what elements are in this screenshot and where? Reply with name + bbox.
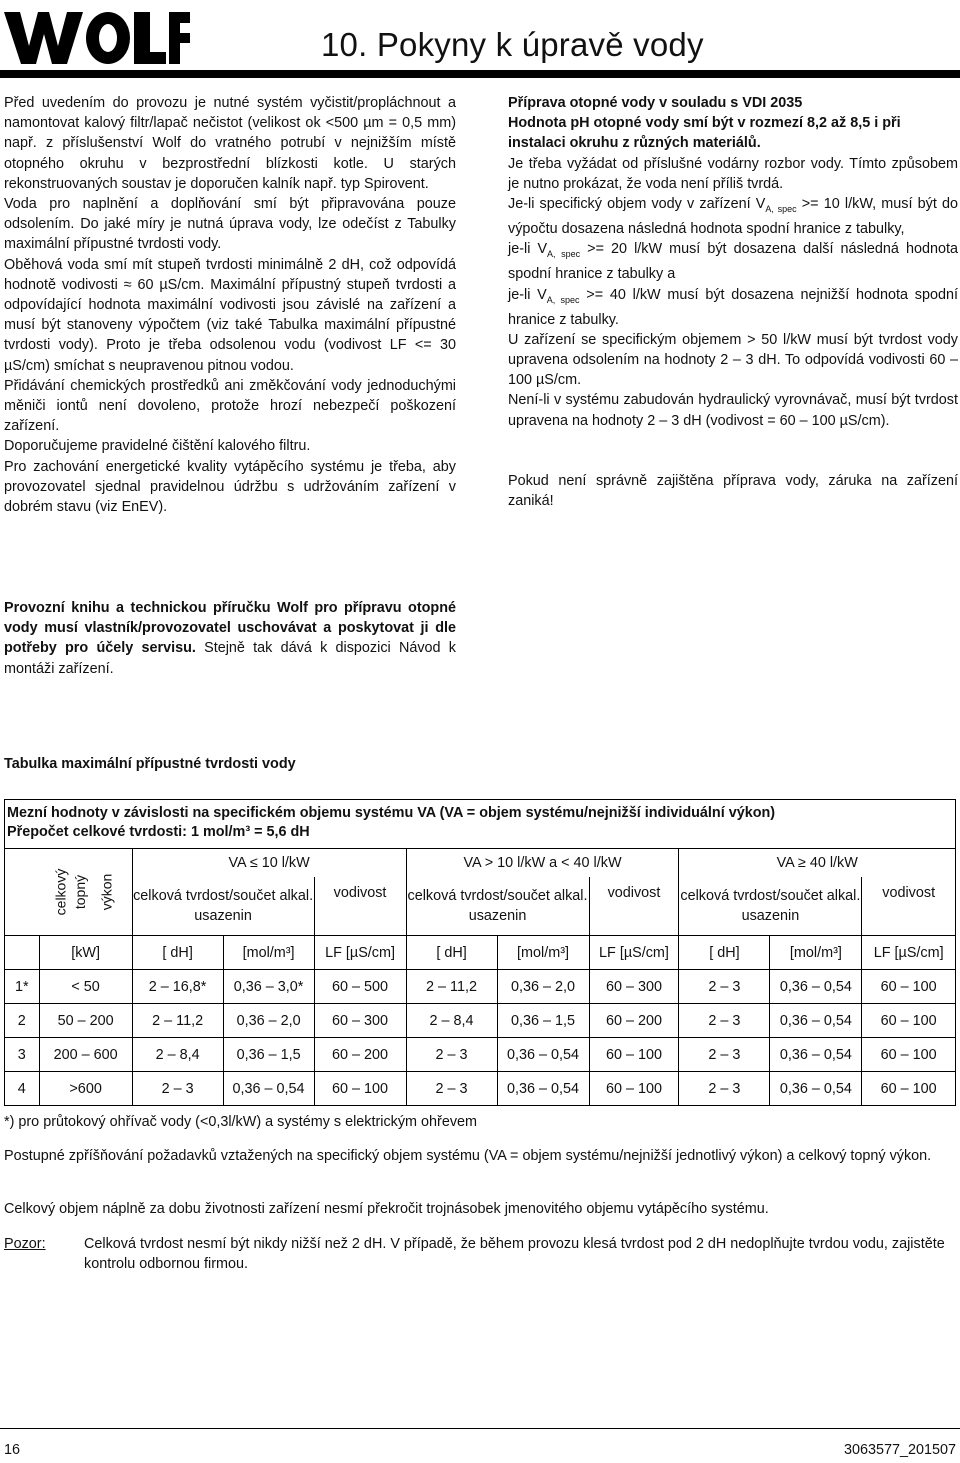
table-cell: [mol/m³] <box>497 936 589 970</box>
logbook-notice-text: Stejně tak dává k dispozici Návod k montáži zařízení. <box>4 640 456 677</box>
intro-paragraph: Před uvedením do provozu je nutné systém vyčistit/propláchnout a namontovat kalový filtr/lapač nečistot (velikost ok <500 µm = 0,5 mm) např. z příslušenství Wolf do vratného potrubí v nejnižším místě otopného okruhu v bezprostřední blízkosti kotle. U starých rekonstruovaných soustav je doporučen kalník např. typ Spirovent. <box>4 95 456 192</box>
rotated-label-cell: celkový topný výkon <box>5 849 132 936</box>
table-cell: 2 – 3 <box>679 1072 770 1106</box>
logbook-notice <box>4 598 456 679</box>
volume-20-paragraph: je-li $V_{A, spec} >= 20$ l/kW musí být dosazena další následná hodnota spodní hranice z tabulky a <box>508 241 959 283</box>
table-row <box>5 970 955 1004</box>
table-cell: LF [µS/cm] <box>589 936 679 970</box>
table-cell: 2 – 3 <box>132 1072 223 1106</box>
table-row <box>5 1038 955 1072</box>
table-cell: 2 – 3 <box>406 1072 497 1106</box>
page-title: 10. Pokyny k úpravě vody <box>321 26 704 63</box>
wolf-logo <box>4 10 190 71</box>
table-cell: [mol/m³] <box>223 936 314 970</box>
subheader: vodivost <box>862 877 955 936</box>
hardness-paragraph: Oběhová voda smí mít stupeň tvrdosti minimálně 2 dH, což odpovídá hodnotě vodivosti ≈ 60 µS/cm. Maximální přípustný stupeň tvrdosti a odpovídající hodnota maximální vodivosti jsou závislé na zařízení a musí být stanoveny výpočtem (viz také Tabulka maximální přípustné tvrdosti vody). Proto je třeba odsolenou vodu (vodivost LF <= 30 µS/cm) smíchat s neupravenou pitnou vodou. <box>4 256 456 374</box>
table-cell: 50 – 200 <box>39 1004 132 1038</box>
table-cell: 0,36 – 1,5 <box>497 1004 589 1038</box>
wolf-logo-icon <box>4 10 190 66</box>
table-cell: 60 – 100 <box>862 1038 955 1072</box>
volume-10-paragraph: Je-li specifický objem vody v zařízení $V_{A, spec} >= 10$ l/kW, musí být do výpočtu dosazena následná hodnota spodní hranice z tabulky, <box>508 196 959 238</box>
table-cell: 2 – 3 <box>679 1004 770 1038</box>
table-cell: [ dH] <box>132 936 223 970</box>
fill-water-paragraph: Voda pro naplnění a doplňování smí být připravována pouze odsolením. Do jaké míry je nutná úprava vody, lze odečíst z Tabulky maximální přípustné tvrdosti vody. <box>4 196 456 253</box>
table-cell: 60 – 200 <box>314 1038 406 1072</box>
table-cell: >600 <box>39 1072 132 1106</box>
table-cell: 1* <box>5 970 39 1004</box>
table-cell: 2 – 3 <box>679 1038 770 1072</box>
table-cell: 60 – 100 <box>314 1072 406 1106</box>
table-cell: 60 – 300 <box>589 970 679 1004</box>
units-row <box>5 936 955 970</box>
table-row <box>5 1004 955 1038</box>
footer-rule <box>0 1428 960 1429</box>
page-number: 16 <box>4 1442 21 1458</box>
footnote-star: *) pro průtokový ohřívač vody (<0,3l/kW) a systémy s elektrickým ohřevem <box>4 1114 478 1130</box>
subheader: vodivost <box>314 877 406 936</box>
table-cell: 0,36 – 0,54 <box>770 1072 862 1106</box>
footnote-progressive: Postupné zpříšňování požadavků vztažených na specifický objem systému (VA = objem systému/nejnižší jednotlivý výkon) a celkový topný výkon. <box>4 1148 932 1164</box>
table-cell: 2 – 8,4 <box>406 1004 497 1038</box>
table-cell: 2 – 11,2 <box>406 970 497 1004</box>
table-cell: 2 – 3 <box>679 970 770 1004</box>
table-cell: 60 – 100 <box>862 970 955 1004</box>
table-cell: 0,36 – 1,5 <box>223 1038 314 1072</box>
table-header: Mezní hodnoty v závislosti na specifickém objemu systému VA (VA = objem systému/nejnižší individuální výkon) Přepočet celkové tvrdosti: 1 mol/m³ = 5,6 dH <box>5 800 955 849</box>
subheader: celková tvrdost/součet alkal. usazenin <box>132 877 314 936</box>
table-cell: [kW] <box>39 936 132 970</box>
hydraulic-paragraph: Není-li v systému zabudován hydraulický vyrovnávač, musí být tvrdost upravena na hodnoty 2 – 3 dH (vodivost = 60 – 100 µS/cm). <box>508 392 958 429</box>
filter-paragraph: Doporučujeme pravidelné čištění kalového filtru. <box>4 438 311 455</box>
volume-40-paragraph: je-li $V_{A, spec} >= 40$ l/kW musí být dosazena nejnižší hodnota spodní hranice z tabulky. <box>508 286 958 328</box>
document-number: 3063577_201507 <box>843 1442 956 1458</box>
volume-50-paragraph: U zařízení se specifickým objemem > 50 l/kW musí být tvrdost vody upravena odsolením na hodnoty 2 – 3 dH. To odpovídá vodivosti 60 – 100 µS/cm. <box>508 331 958 389</box>
table-title: Tabulka maximální přípustné tvrdosti vody <box>4 756 296 772</box>
table-cell: 0,36 – 2,0 <box>497 970 589 1004</box>
table-cell: 0,36 – 0,54 <box>770 1004 862 1038</box>
subheader: vodivost <box>589 877 679 936</box>
hardness-table-grid <box>5 849 955 1105</box>
pozor-text: Celková tvrdost nesmí být nikdy nižší než 2 dH. V případě, že během provozu klesá tvrdost pod 2 dH nedoplňujte tvrdou vodu, zajistěte kontrolu odbornou firmou. <box>84 1236 945 1273</box>
right-column <box>508 93 958 511</box>
hardness-table <box>4 799 956 1106</box>
table-cell: 2 – 8,4 <box>132 1038 223 1072</box>
table-cell: 0,36 – 0,54 <box>770 1038 862 1072</box>
header-rule <box>0 70 960 78</box>
left-column <box>4 93 456 517</box>
pozor-warning <box>4 1234 954 1276</box>
table-cell: 60 – 500 <box>314 970 406 1004</box>
analysis-paragraph: Je třeba vyžádat od příslušné vodárny rozbor vody. Tímto způsobem je nutno prokázat, že voda není příliš tvrdá. <box>508 155 958 192</box>
table-cell: LF [µS/cm] <box>862 936 955 970</box>
pozor-label: Pozor: <box>4 1236 46 1252</box>
table-cell: 200 – 600 <box>39 1038 132 1072</box>
table-cell: 0,36 – 0,54 <box>770 970 862 1004</box>
table-cell: 4 <box>5 1072 39 1106</box>
group-header: VA ≤ 10 l/kW <box>132 849 406 877</box>
table-cell: [ dH] <box>679 936 770 970</box>
table-cell: 60 – 100 <box>862 1072 955 1106</box>
group-header: VA ≥ 40 l/kW <box>679 849 955 877</box>
subheader: celková tvrdost/součet alkal. usazenin <box>679 877 862 936</box>
table-cell: 0,36 – 0,54 <box>497 1038 589 1072</box>
table-row <box>5 1072 955 1106</box>
table-cell: 3 <box>5 1038 39 1072</box>
chemicals-paragraph: Přidávání chemických prostředků ani změkčování vody jednoduchými měniči iontů není dovoleno, protože hrozí nebezpečí poškození zařízení. <box>4 377 456 435</box>
table-cell: 0,36 – 2,0 <box>223 1004 314 1038</box>
table-cell: [mol/m³] <box>770 936 862 970</box>
footnote-total-volume: Celkový objem náplně za dobu životnosti zařízení nesmí překročit trojnásobek jmenovitého objemu vytápěcího systému. <box>4 1201 769 1217</box>
maintenance-paragraph: Pro zachování energetické kvality vytápěcího systému je třeba, aby provozovatel sjednal pravidelnou údržbu s udržováním zařízení v dobrém stavu (viz EnEV). <box>4 458 456 516</box>
table-cell: 60 – 100 <box>589 1038 679 1072</box>
table-cell: 0,36 – 0,54 <box>223 1072 314 1106</box>
subheader: celková tvrdost/součet alkal. usazenin <box>406 877 589 936</box>
table-cell: 60 – 100 <box>589 1072 679 1106</box>
warranty-paragraph: Pokud není správně zajištěna příprava vody, záruka na zařízení zaniká! <box>508 472 958 510</box>
table-cell: [ dH] <box>406 936 497 970</box>
table-cell: 2 – 3 <box>406 1038 497 1072</box>
table-cell: 60 – 200 <box>589 1004 679 1038</box>
table-cell: 0,36 – 3,0* <box>223 970 314 1004</box>
table-cell: 2 – 11,2 <box>132 1004 223 1038</box>
table-cell: LF [µS/cm] <box>314 936 406 970</box>
vdi-heading: Příprava otopné vody v souladu s VDI 2035 <box>508 95 803 111</box>
table-cell: 60 – 100 <box>862 1004 955 1038</box>
table-cell: 2 <box>5 1004 39 1038</box>
group-header: VA > 10 l/kW a < 40 l/kW <box>406 849 679 877</box>
logbook-notice-bold: Provozní knihu a technickou příručku Wolf pro přípravu otopné vody musí vlastník/provozovatel uschovávat a poskytovat ji dle potřeby pro účely servisu. <box>4 600 456 657</box>
ph-sentence: Hodnota pH otopné vody smí být v rozmezí 8,2 až 8,5 i při instalaci okruhu z různých materiálů. <box>508 115 901 152</box>
table-cell: 60 – 300 <box>314 1004 406 1038</box>
table-cell: 0,36 – 0,54 <box>497 1072 589 1106</box>
table-cell: < 50 <box>39 970 132 1004</box>
table-cell: 2 – 16,8* <box>132 970 223 1004</box>
